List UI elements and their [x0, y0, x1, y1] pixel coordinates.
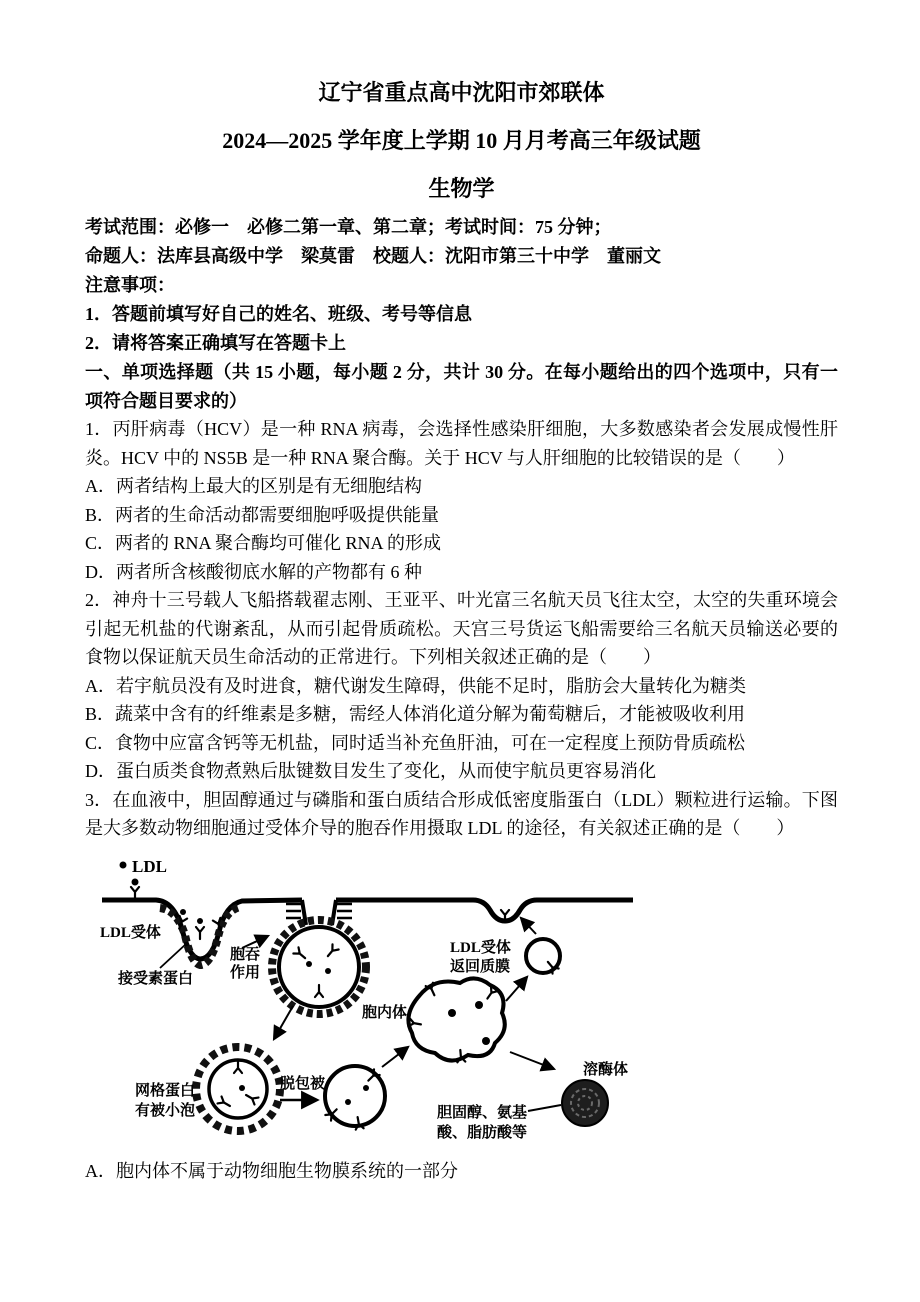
notice-item-1: 1．答题前填写好自己的姓名、班级、考号等信息 — [85, 304, 472, 324]
cell-membrane-right — [336, 900, 633, 921]
exam-title-block — [85, 69, 838, 213]
ldl-receptor-icon — [315, 985, 323, 997]
forming-vesicle-coat — [272, 920, 366, 1014]
exam-notice-heading: 注意事项： — [85, 275, 175, 295]
receptor-return-label-line2: 返回质膜 — [450, 958, 511, 975]
ldl-receptor-icon — [325, 944, 339, 958]
ldl-endocytosis-figure — [90, 855, 650, 1155]
ldl-particle-icon — [180, 909, 186, 915]
question-1-option-b: B．两者的生命活动都需要细胞呼吸提供能量 — [85, 504, 440, 525]
products-pointer-line — [528, 1105, 561, 1111]
endosome-label: 胞内体 — [362, 1004, 408, 1021]
endosome-content-dot — [482, 1037, 490, 1045]
products-label-line2: 酸、脂肪酸等 — [437, 1124, 528, 1141]
ldl-endocytosis-diagram — [90, 855, 650, 1155]
question-2-option-d: D．蛋白质类食物煮熟后肽键数目发生了变化，从而使宇航员更容易消化 — [85, 761, 656, 781]
exam-authors-line: 命题人：法库县高级中学 梁莫雷 校题人：沈阳市第三十中学 董丽文 — [85, 246, 661, 266]
products-label-line1: 胆固醇、氨基 — [437, 1104, 528, 1121]
ldl-receptor-icon — [218, 1096, 232, 1109]
endosome-content-dot — [448, 1009, 456, 1017]
ldl-particle-icon — [345, 1099, 351, 1105]
question-3-stem: 3．在血液中，胆固醇通过与磷脂和蛋白质结合形成低密度脂蛋白（LDL）颗粒进行运输。下图是大多数动物细胞通过受体介导的胞吞作用摄取 LDL 的途径，有关叙述正确的是（ ） — [85, 789, 838, 838]
uncoating-label: 脱包被 — [280, 1075, 326, 1092]
ldl-receptor-icon — [131, 887, 139, 899]
vesicle-to-endosome-arrow — [382, 1047, 408, 1067]
endocytosis-label-line1: 胞吞 — [230, 946, 261, 963]
question-2-option-b: B．蔬菜中含有的纤维素是多糖，需经人体消化道分解为葡萄糖后，才能被吸收利用 — [85, 704, 746, 724]
vesicle-budding-arrow — [274, 1006, 293, 1039]
clathrin-label-line1: 网格蛋白 — [135, 1082, 196, 1099]
ldl-particle-icon — [239, 1085, 245, 1091]
exam-title-region: 辽宁省重点高中沈阳市郊联体 — [318, 80, 605, 105]
exam-scope-line: 考试范围：必修一 必修二第一章、第二章；考试时间：75 分钟； — [85, 217, 612, 237]
neck-membrane-slits — [286, 904, 352, 918]
question-2-stem: 2．神舟十三号载人飞船搭载翟志刚、王亚平、叶光富三名航天员飞往太空，太空的失重环境会引起无机盐的代谢紊乱，从而引起骨质疏松。天宫三号货运飞船需要给三名航天员输送必要的食物以保证航天员生命活动的正常进行。下列相关叙述正确的是（ ） — [85, 590, 838, 667]
ldl-particle-icon — [325, 968, 331, 974]
ldl-receptor-icon — [196, 927, 204, 939]
adaptor-protein-label: 接受素蛋白 — [118, 970, 194, 987]
exam-info-block — [85, 213, 838, 358]
endocytosis-label-line2: 作用 — [230, 964, 261, 981]
ldl-receptor-label: LDL受体 — [100, 924, 161, 941]
endosome-to-lysosome-arrow — [510, 1052, 554, 1069]
ldl-particle-icon — [197, 918, 203, 924]
question-1-option-c: C．两者的 RNA 聚合酶均可催化 RNA 的形成 — [85, 533, 442, 553]
receptor-return-label-line1: LDL受体 — [450, 939, 511, 956]
ldl-particle-icon — [132, 878, 139, 885]
endosome-to-recycling-arrow — [506, 977, 527, 1001]
endosome-content-dot — [475, 1001, 483, 1009]
question-1-option-a: A．两者结构上最大的区别是有无细胞结构 — [85, 476, 422, 496]
ldl-receptor-icon — [244, 1091, 258, 1104]
clathrin-label-line2: 有被小泡 — [135, 1102, 196, 1119]
question-2-option-c: C．食物中应富含钙等无机盐，同时适当补充鱼肝油，可在一定程度上预防骨质疏松 — [85, 732, 746, 753]
ldl-particle-icon — [306, 961, 312, 967]
forming-vesicle-membrane — [279, 927, 359, 1007]
adaptor-pointer-line — [160, 944, 186, 968]
exam-title-subject: 生物学 — [428, 176, 495, 201]
ldl-particle-icon — [363, 1085, 369, 1091]
ldl-receptor-icon — [293, 947, 307, 961]
section-1-heading: 一、单项选择题（共 15 小题，每小题 2 分，共计 30 分。在每小题给出的四个选项中，只有一项符合题目要求的） — [85, 362, 838, 411]
ldl-particle-icon — [120, 861, 127, 868]
exam-title-term: 2024—2025 学年度上学期 10 月月考高三年级试题 — [222, 128, 701, 153]
question-2-option-a: A．若宇航员没有及时进食，糖代谢发生障碍，供能不足时，脂肪会大量转化为糖类 — [85, 675, 746, 696]
lysosome-circle — [562, 1080, 608, 1126]
ldl-legend-label: LDL — [132, 856, 167, 876]
ldl-receptor-icon — [234, 1061, 242, 1073]
question-1-stem: 1．丙肝病毒（HCV）是一种 RNA 病毒，会选择性感染肝细胞，大多数感染者会发展成慢性肝炎。HCV 中的 NS5B 是一种 RNA 聚合酶。关于 HCV 与人肝细胞的比较错误的是（ ） — [85, 419, 838, 468]
question-1-option-d: D．两者所含核酸彻底水解的产物都有 6 种 — [85, 561, 422, 582]
recycling-to-membrane-arrow — [521, 918, 536, 934]
notice-item-2: 2．请将答案正确填写在答题卡上 — [85, 333, 346, 353]
lysosome-label: 溶酶体 — [583, 1061, 629, 1078]
question-3-option-a: A．胞内体不属于动物细胞生物膜系统的一部分 — [85, 1160, 458, 1181]
